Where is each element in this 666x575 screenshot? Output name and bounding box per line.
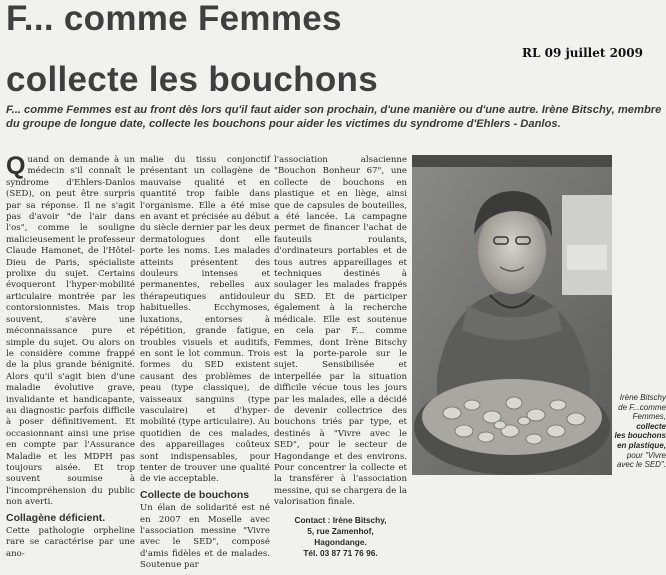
- lead-paragraph: F... comme Femmes est au front dès lors qu'il faut aider son prochain, d'une manière ou d'une autre. Irène Bitschy, membre du groupe de longue date, collecte les bouchons pour aider les victimes du syndrome d'Ehlers - Danlos.: [6, 104, 662, 130]
- caption-line: Femmes,: [632, 412, 666, 422]
- caption-line: en plastique,: [617, 440, 666, 450]
- headline-line-1: F... comme Femmes: [6, 0, 342, 38]
- paragraph-association: l'association alsacienne "Bouchon Bonheur 67", une collecte de bouchons en plastique et en liège, ainsi que de capsules de bouteilles, a été lancée. La campagne permet de financer l'achat de fauteuils roulants, d'ordinateurs portables et de tous autres appareillages et techniques destinés à soulager les malades frappés du SED. Et de participer également à la recherche médicale. Elle est soutenue en cela par F... comme Femmes, dont Irène Bitschy est la porte-parole sur le sujet. Sensibilisée et interpellée par la situation difficile vécue tous les jours par les malades, elle a décidé de devenir collectrice des bouchons triés par type, et destinés à "Vivre avec le SED", pour le secteur de Hagondange et des environs. Pour concentrer la collecte et la transférer à l'association messine, qui se chargera de la valorisation finale.: [274, 155, 407, 508]
- drop-cap: Q: [6, 152, 26, 180]
- paragraph-collecte: Un élan de solidarité est né en 2007 en Moselle avec l'association messine "Vivre avec le SED", composé d'amis fidèles et de malades. Soutenue par: [140, 503, 270, 571]
- contact-line: Contact : Irène Bitschy,: [294, 514, 387, 525]
- photo-caption: [614, 393, 666, 470]
- column-3: [274, 155, 407, 559]
- paragraph-intro-text: uand on demande à un médecin s'il connaît le syndrome d'Ehlers-Danlos (SED), on peut être surpris par sa réponse. Il ne s'agit pas d'avoir "de l'air dans l'os", comme le souligne malicieusement le professeur Claude Hamonet, de l'Hôtel-Dieu de Paris, spécialiste prolixe du sujet. Certains évoqueront l'hyper-mobilité articulaire montrée par les contorsionnistes. Mais trop souvent, s'avère une méconnaissance pure et simple du sujet. Ou alors on le considère comme frappé de la plus grande bénignité. Alors qu'il s'agit bien d'une maladie évolutive grave, invalidante et handicapante, au diagnostic parfois difficile à poser définitivement. Et occasionnant ainsi une prise en compte par l'Assurance Maladie et les MDPH pas toujours aisée. Et trop souvent soumise à l'incompréhension du public non averti.: [6, 155, 135, 508]
- column-2: [140, 155, 270, 575]
- caption-line: Irène Bitschy: [619, 393, 666, 402]
- paragraph-intro: [6, 152, 135, 509]
- subhead-collecte: Collecte de bouchons: [140, 488, 250, 501]
- dateline: RL 09 juillet 2009: [522, 46, 643, 60]
- caption-line: avec le SED".: [616, 460, 666, 470]
- contact-line: Tél. 03 87 71 76 96.: [303, 547, 378, 558]
- caption-line: les bouchons: [614, 431, 666, 441]
- paragraph-symptoms: malie du tissu conjonctif présentant un collagène de mauvaise qualité et en quantité trop faible dans l'organisme. Elle a été mise en avant et précisée au début du siècle dernier par les deux dermatologues dont elle porte les noms. Les malades atteints présentent des douleurs intenses et permanentes, rebelles aux thérapeutiques antidouleur habituelles. Ecchymoses, luxations, entorses à répétition, grande fatigue, troubles visuels et auditifs, en sont le lot commun. Trois formes du SED existent causant des problèmes de peau (type classique), de vaisseaux sanguins (type vasculaire) et d'hyper-mobilité (type articulaire). Au quotidien de ces malades, des appareillages coûteux sont indispensables, pour tenter de trouver une qualité de vie acceptable.: [140, 155, 270, 485]
- headline: [6, 0, 476, 99]
- caption-line: pour "Vivre: [626, 450, 666, 460]
- contact-block: [274, 515, 407, 559]
- paragraph-collagene: Cette pathologie orpheline rare se caractérise par une ano-: [6, 526, 135, 559]
- photo-irene-bitschy: [412, 155, 612, 475]
- column-1: [6, 152, 135, 563]
- caption-line: collecte: [636, 421, 666, 431]
- contact-line: Hagondange.: [314, 536, 367, 547]
- caption-line: de F...comme: [618, 402, 666, 412]
- subhead-collagene: Collagène déficient.: [6, 511, 106, 524]
- headline-line-2: collecte les bouchons: [6, 60, 378, 99]
- contact-line: 5, rue Zamenhof,: [307, 525, 374, 536]
